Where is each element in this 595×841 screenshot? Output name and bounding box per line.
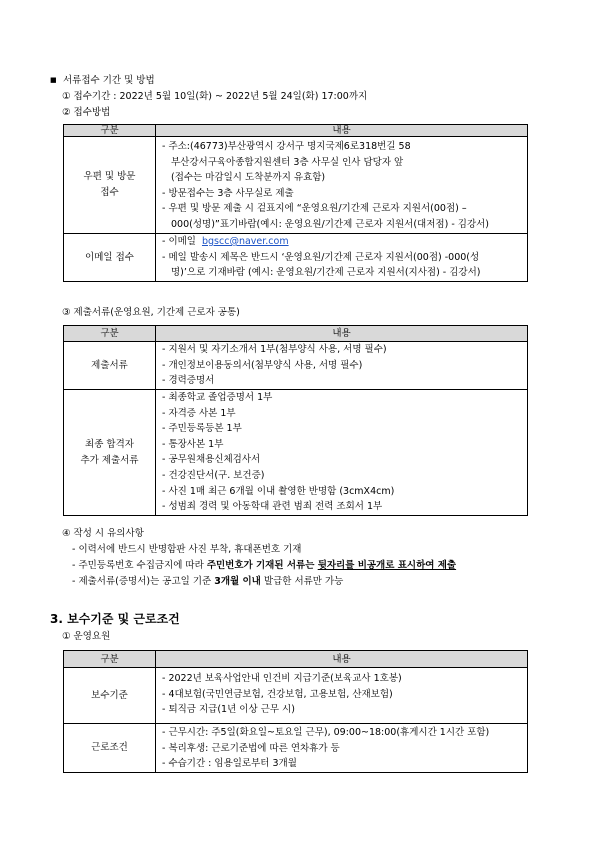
row-category xyxy=(64,390,156,515)
table-header-row xyxy=(64,326,527,341)
note-text: - 제출서류(증명서)는 공고일 기준 xyxy=(72,576,215,587)
documents-table xyxy=(63,325,528,516)
section-title-text: 서류접수 기간 및 방법 xyxy=(63,75,155,86)
application-period: ① 접수기간 : 2022년 5월 10일(화) ~ 2022년 5월 24일(화) 17:00까지 xyxy=(62,91,368,102)
list-item: - 2022년 보육사업안내 인건비 지급기준(보육교사 1호봉) xyxy=(162,673,402,684)
address-line: 부산강서구육아종합지원센터 3층 사무실 인사 담당자 앞 xyxy=(171,156,404,168)
operations-staff-subtitle: ① 운영요원 xyxy=(62,631,111,642)
header-category: 구분 xyxy=(64,651,156,667)
list-item: - 복리후생: 근로기준법에 따른 연차휴가 등 xyxy=(162,742,340,754)
table-row-final-candidate-documents xyxy=(64,389,527,515)
row-category-line: 이메일 접수 xyxy=(85,251,134,263)
row-category-line: 근로조건 xyxy=(91,742,128,754)
table-row-email xyxy=(64,233,527,281)
table-row-pay-standard xyxy=(64,667,527,723)
application-method-table xyxy=(63,124,528,282)
list-item: - 4대보험(국민연금보험, 건강보험, 고용보험, 산재보험) xyxy=(162,688,393,700)
list-item: - 공무원채용신체검사서 xyxy=(162,454,261,466)
row-content xyxy=(156,668,527,723)
section-heading-compensation: 3. 보수기준 및 근로조건 xyxy=(50,612,180,626)
notes-title: ④ 작성 시 유의사항 xyxy=(62,528,144,539)
note-validity xyxy=(72,575,343,589)
row-content xyxy=(156,342,527,389)
email-subject-line: 명)’으로 기재바람 (예시: 운영요원/기간제 근로자 지원서(지사점) - 김강서) xyxy=(171,267,481,279)
row-content xyxy=(156,724,527,772)
visit-line: - 방문접수는 3층 사무실로 제출 xyxy=(162,187,294,199)
list-item: - 최종학교 졸업증명서 1부 xyxy=(162,392,273,403)
row-category-line: 보수기준 xyxy=(91,689,128,701)
row-category xyxy=(64,342,156,389)
list-item: - 자격증 사본 1부 xyxy=(162,407,236,419)
row-category-line: 접수 xyxy=(100,187,119,198)
row-content xyxy=(156,137,527,233)
table-header-row xyxy=(64,651,527,667)
list-item: - 지원서 및 자기소개서 1부(첨부양식 사용, 서명 필수) xyxy=(162,344,387,355)
note-resident-number xyxy=(72,559,456,573)
table-row-working-conditions xyxy=(64,723,527,772)
note-text: - 주민등록번호 수집금지에 따라 xyxy=(72,560,207,571)
note-bold-text: 3개월 이내 xyxy=(214,576,261,587)
list-item: - 건강진단서(구. 보건증) xyxy=(162,469,265,481)
list-item: - 근무시간: 주5일(화요일~토요일 근무), 09:00~18:00(휴게시간 1시간 포함) xyxy=(162,727,490,738)
cover-label-line: - 우편 및 방문 제출 시 겉표지에 “운영요원/기간제 근로자 지원서(00점) – xyxy=(162,203,467,215)
row-category xyxy=(64,724,156,772)
email-subject-line: - 메일 발송시 제목은 반드시 ‘운영요원/기간제 근로자 지원서(00점) -000(성 xyxy=(162,251,480,263)
note-bold-text: 주민번호가 기재된 서류는 xyxy=(206,560,318,571)
row-content xyxy=(156,390,527,515)
header-content: 내용 xyxy=(332,125,351,136)
list-item: - 퇴직금 지급(1년 이상 근무 시) xyxy=(162,704,295,716)
compensation-table xyxy=(63,650,528,773)
list-item: - 개인정보이용동의서(첨부양식 사용, 서명 필수) xyxy=(162,359,363,371)
application-method-title: ② 접수방법 xyxy=(62,107,111,118)
row-category xyxy=(64,234,156,281)
row-category-line: 우편 및 방문 xyxy=(83,171,136,183)
list-item: - 수습기간 : 임용일로부터 3개월 xyxy=(162,758,297,770)
list-item: - 사진 1매 최근 6개월 이내 촬영한 반명함 (3cmX4cm) xyxy=(162,485,395,497)
email-prefix: - 이메일 xyxy=(162,236,196,247)
note-text: 발급한 서류만 가능 xyxy=(260,576,344,587)
table-row-post-visit xyxy=(64,136,527,233)
row-category-line: 최종 합격자 xyxy=(85,438,134,450)
list-item: - 경력증명서 xyxy=(162,375,215,387)
header-content: 내용 xyxy=(332,653,351,665)
list-item: - 주민등록등본 1부 xyxy=(162,423,242,435)
address-note-line: (접수는 마감일시 도착분까지 유효함) xyxy=(171,172,326,184)
list-item: - 성범죄 경력 및 아동학대 관련 범죄 전력 조회서 1부 xyxy=(162,501,383,513)
header-category: 구분 xyxy=(64,125,156,136)
section-title-application xyxy=(50,73,155,88)
square-bullet-icon: ■ xyxy=(50,76,57,84)
row-category-line: 제출서류 xyxy=(91,359,128,371)
row-category xyxy=(64,137,156,233)
table-header-row xyxy=(64,125,527,136)
note-bold-underline-text: 뒷자리를 비공개로 표시하여 제출 xyxy=(317,560,457,571)
list-item: - 통장사본 1부 xyxy=(162,438,224,450)
header-category: 구분 xyxy=(64,326,156,341)
header-content: 내용 xyxy=(332,328,351,339)
table-row-required-documents xyxy=(64,341,527,389)
documents-title: ③ 제출서류(운영요원, 기간제 근로자 공통) xyxy=(62,307,240,318)
address-line: - 주소:(46773)부산광역시 강서구 명지국제6로318번길 58 xyxy=(162,141,411,152)
email-line xyxy=(156,234,527,250)
cover-label-line: 000(성명)”표기바람(예시: 운영요원/기간제 근로자 지원서(대저점) - 김강서) xyxy=(171,218,490,230)
note-photo: - 이력서에 반드시 반명함판 사진 부착, 휴대폰번호 기재 xyxy=(72,544,302,555)
row-category-line: 추가 제출서류 xyxy=(80,454,139,466)
row-category xyxy=(64,668,156,723)
row-content xyxy=(156,234,527,281)
email-link[interactable]: bgscc@naver.com xyxy=(201,236,289,247)
